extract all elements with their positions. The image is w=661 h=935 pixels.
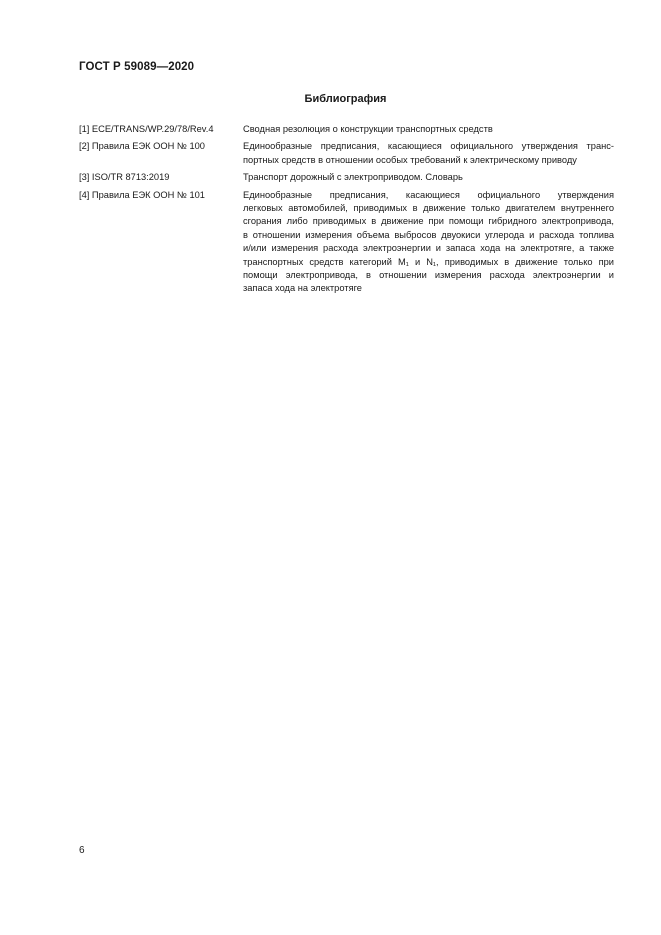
bibliography-reference: [3] ISO/TR 8713:2019 — [79, 172, 170, 183]
bibliography-reference: [4] Правила ЕЭК ООН № 101 — [79, 189, 205, 200]
description-line: портных средств в отношении особых требований к электрическому приводу — [243, 154, 577, 165]
description-line: Сводная резолюция о конструкции транспортных средств — [243, 124, 493, 134]
bibliography-entry — [79, 171, 614, 184]
bibliography-entry — [79, 140, 614, 167]
bibliography-description — [243, 189, 614, 296]
description-line: транспортных средств категорий M₁ и N₁, приводимых в движение только при — [243, 256, 614, 267]
bibliography-description — [243, 171, 614, 184]
description-line: Единообразные предписания, касающиеся официального утверждения транс- — [243, 141, 614, 152]
bibliography-reference: [1] ECE/TRANS/WP.29/78/Rev.4 — [79, 124, 214, 134]
description-line: в отношении измерения объема выбросов двуокиси углерода и расхода топлива — [243, 229, 614, 240]
description-line: помощи электропривода, в отношении измерения расхода электроэнергии и — [243, 270, 614, 281]
bibliography-list — [79, 123, 614, 300]
description-line: сгорания либо приводимых в движение при помощи гибридного электропривода, — [243, 216, 614, 227]
bibliography-entry — [79, 123, 614, 136]
description-line: легковых автомобилей, приводимых в движение только двигателем внутреннего — [243, 203, 614, 214]
document-id: ГОСТ Р 59089—2020 — [79, 61, 195, 73]
bibliography-description — [243, 140, 614, 167]
bibliography-reference: [2] Правила ЕЭК ООН № 100 — [79, 141, 205, 152]
bibliography-entry — [79, 189, 614, 296]
description-line: запаса хода на электротяге — [243, 283, 362, 294]
description-line: Транспорт дорожный с электроприводом. Словарь — [243, 172, 463, 183]
bibliography-description — [243, 123, 614, 136]
description-line: и/или измерения расхода электроэнергии и запаса хода на электротяге, а также — [243, 243, 614, 254]
description-line: Единообразные предписания, касающиеся официального утверждения — [243, 189, 614, 200]
page-number: 6 — [79, 845, 85, 856]
section-title: Библиография — [304, 93, 387, 105]
